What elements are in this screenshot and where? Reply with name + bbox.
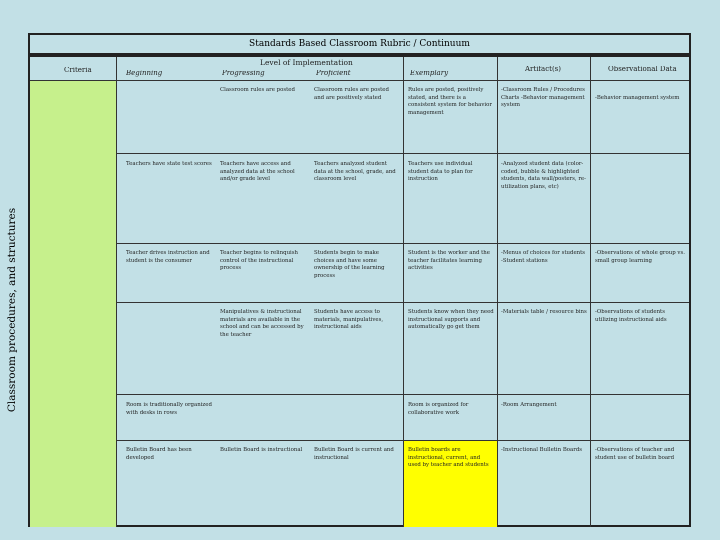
row6-progressing: Bulletin Board is instructional [220,447,303,453]
exemplary-column-divider [403,57,404,527]
row5-beginning: Room is traditionally organized with desks in rows [126,402,212,416]
rubric-sheet [28,33,691,527]
row2-beginning: Teachers have state test scores [126,161,212,167]
exemplary-header: Exemplary [410,70,449,77]
row4-proficient: Students have access to materials, manipulatives, instructional aids [314,309,384,331]
row3-exemplary: Student is the worker and the teacher facilitates learning activities [408,250,490,272]
row6-artifacts: -Instructional Bulletin Boards [501,447,583,453]
row2-exemplary: Teachers use individual student data to plan for instruction [408,161,473,183]
row5-artifacts: -Room Arrangement [501,402,557,408]
row1-progressing: Classroom rules are posted [220,87,295,93]
row1-artifacts: -Classroom Rules / Procedures Charts -Behavior management system [501,87,585,109]
row2-progressing: Teachers have access and analyzed data at the school and/or grade level [220,161,295,183]
row4-observational: -Observations of students utilizing instructional aids [595,309,667,323]
row6-observational: -Observations of teacher and student use of bulletin board [595,447,675,461]
row5-exemplary: Room is organized for collaborative work [408,402,469,416]
criteria-vertical-label: Classroom procedures, and structures [6,207,18,413]
row4-progressing: Manipulatives & instructional materials are available in the school and can be accessed by the teacher [220,309,304,338]
row6-beginning: Bulletin Board has been developed [126,447,192,461]
row3-progressing: Teacher begins to relinquish control of the instructional process [220,250,299,272]
criteria-column-fill [30,81,116,527]
row2-proficient: Teachers analyzed student data at the school, grade, and classroom level [314,161,396,183]
beginning-header: Beginning [126,70,163,77]
observational-data-header: Observational Data [608,66,677,73]
level-of-implementation-header: Level of Implementation [260,59,353,67]
proficient-header: Proficient [316,70,351,77]
rubric-table [28,55,691,527]
row1-proficient: Classroom rules are posted and are positively stated [314,87,389,101]
row3-observational: -Observations of whole group vs. small group learning [595,250,685,264]
row1-observational: -Behavior management system [595,95,680,101]
progressing-header: Progressing [222,70,265,77]
observational-column-divider [590,57,591,527]
artifacts-header: Artifact(s) [525,66,562,73]
criteria-vertical-label-wrap [4,120,20,500]
row1-exemplary: Rules are posted, positively stated, and there is a consistent system for behavior management [408,87,492,116]
row4-exemplary: Students know when they need instructional supports and automatically go get them [408,309,494,331]
row6-proficient: Bulletin Board is current and instructional [314,447,394,461]
row3-proficient: Students begin to make choices and have some ownership of the learning process [314,250,385,279]
row3-beginning: Teacher drives instruction and student is the consumer [126,250,210,264]
row2-artifacts: -Analyzed student data (color-coded, bubble & highlighted students, data wall/posters, re-utilization plans, etc) [501,161,586,190]
artifacts-column-divider [497,57,498,527]
criteria-column-divider [116,57,117,527]
row3-artifacts: -Menus of choices for students -Student stations [501,250,586,264]
row6-exemplary: Bulletin boards are instructional, current, and used by teacher and students [408,447,489,469]
criteria-header: Criteria [64,67,92,74]
rubric-title: Standards Based Classroom Rubric / Continuum [28,33,691,55]
row4-artifacts: -Materials table / resource bins [501,309,587,315]
